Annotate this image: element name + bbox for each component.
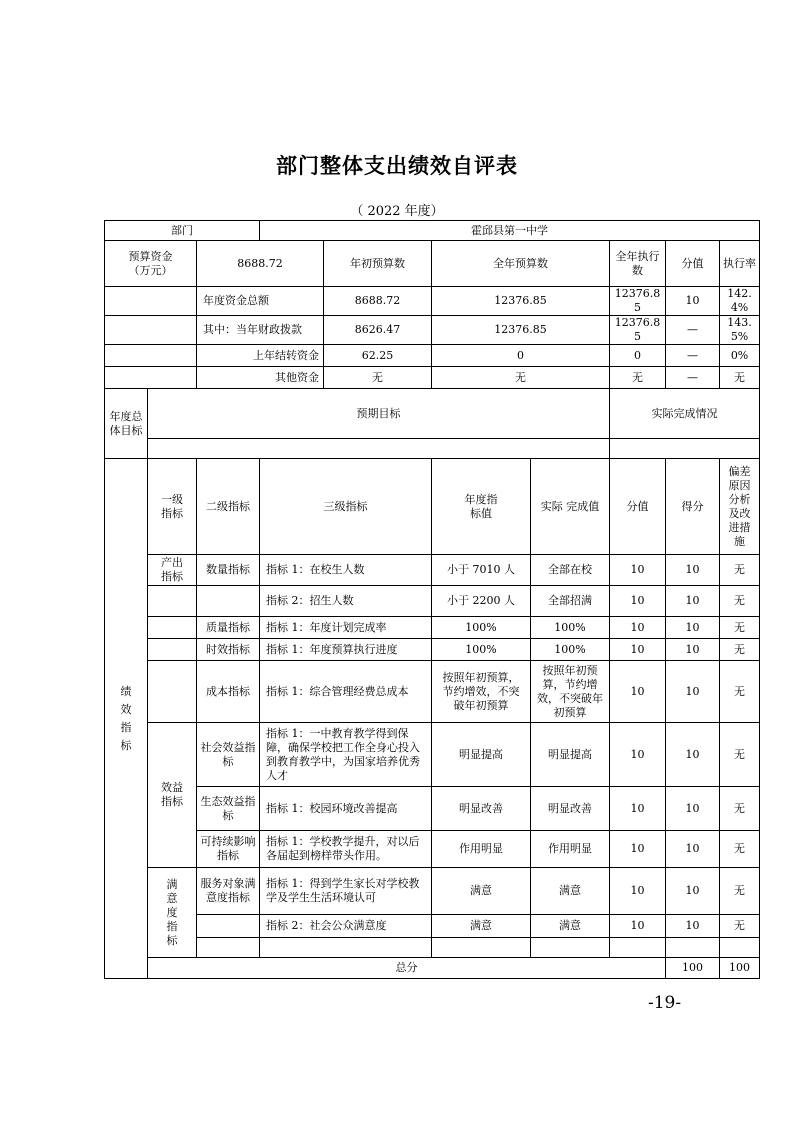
indicator-l2 [197,586,260,617]
indicator-score-value: 10 [610,868,666,915]
total-label: 总分 [148,958,666,979]
perf-actual-header: 实际 完成值 [531,459,610,555]
page-number: -19- [648,993,682,1013]
col-initial-budget: 年初预算数 [324,241,432,287]
fund-label: 年度资金总额 [197,287,324,316]
indicator-l3: 指标 2：社会公众满意度 [260,915,432,938]
indicator-l3: 指标 2：招生人数 [260,586,432,617]
indicator-l2: 时效指标 [197,639,260,661]
blank-cell [260,938,432,958]
group-output-cont [148,639,197,661]
indicator-score: 10 [666,723,720,787]
fund-rate: 142.4% [720,287,760,316]
fund-full-exec: 12376.85 [610,316,666,345]
goal-label: 年度总体目标 [105,389,148,459]
goal-expected-header: 预期目标 [148,389,610,439]
total-score-value: 100 [666,958,720,979]
indicator-row [105,661,760,723]
indicator-row [105,617,760,639]
fund-rate: 无 [720,367,760,389]
fund-score-value: — [666,367,720,389]
fund-blank-cell [105,367,197,389]
goal-actual-header: 实际完成情况 [610,389,760,439]
indicator-score: 10 [666,617,720,639]
indicator-score: 10 [666,787,720,831]
perf-indicator-label: 绩效指标 [105,459,148,979]
indicator-actual: 满意 [531,915,610,938]
indicator-score: 10 [666,555,720,586]
indicator-score-value: 10 [610,555,666,586]
budget-label [105,241,197,287]
dept-value: 霍邱县第一中学 [260,221,760,241]
indicator-deviation: 无 [720,868,760,915]
fund-label: 其他资金 [197,367,324,389]
indicator-score-value: 10 [610,831,666,868]
fund-full-exec: 0 [610,345,666,367]
indicator-target: 明显提高 [432,723,531,787]
indicator-actual: 作用明显 [531,831,610,868]
indicator-score: 10 [666,868,720,915]
fund-full-exec: 无 [610,367,666,389]
indicator-score-value: 10 [610,586,666,617]
fund-initial: 62.25 [324,345,432,367]
indicator-l2 [197,915,260,938]
indicator-deviation: 无 [720,586,760,617]
perf-header-row [105,459,760,555]
indicator-actual: 全部在校 [531,555,610,586]
year-line: （ 2022 年度） [350,204,444,219]
indicator-score: 10 [666,586,720,617]
indicator-l2: 成本指标 [197,661,260,723]
blank-cell [197,938,260,958]
fund-initial: 8688.72 [324,287,432,316]
col-exec-rate: 执行率 [720,241,760,287]
fund-label: 其中：当年财政拨款 [197,316,324,345]
col-full-budget: 全年预算数 [432,241,610,287]
indicator-target: 100% [432,639,531,661]
fund-score-value: — [666,345,720,367]
indicator-l2: 生态效益指标 [197,787,260,831]
indicator-row [105,831,760,868]
indicator-actual: 100% [531,617,610,639]
perf-level2-header: 二级指标 [197,459,260,555]
indicator-deviation: 无 [720,723,760,787]
fund-initial: 8626.47 [324,316,432,345]
indicator-deviation: 无 [720,915,760,938]
blank-cell [666,938,720,958]
indicator-target: 满意 [432,868,531,915]
total-row [105,958,760,979]
indicator-deviation: 无 [720,639,760,661]
group-benefit: 效益指标 [148,723,197,868]
indicator-deviation: 无 [720,617,760,639]
indicator-actual: 满意 [531,868,610,915]
indicator-actual: 明显提高 [531,723,610,787]
indicator-actual: 全部招满 [531,586,610,617]
blank-row [105,938,760,958]
group-satisfaction: 满意度指标 [148,868,197,958]
performance-table [104,220,760,979]
group-output-cont [148,617,197,639]
indicator-l3: 指标 1：得到学生家长对学校教学及学生生活环境认可 [260,868,432,915]
indicator-actual: 100% [531,639,610,661]
indicator-deviation: 无 [720,661,760,723]
budget-label-line2: （万元） [128,263,173,277]
indicator-deviation: 无 [720,831,760,868]
fund-full-budget: 12376.85 [432,316,610,345]
fund-row [105,345,760,367]
blank-cell [432,938,531,958]
group-output: 产出指标 [148,555,197,586]
perf-score-value-header: 分值 [610,459,666,555]
fund-rate: 0% [720,345,760,367]
indicator-row [105,555,760,586]
goal-expected-content [148,439,610,459]
indicator-target: 100% [432,617,531,639]
indicator-score: 10 [666,915,720,938]
perf-level1-header: 一级指标 [148,459,197,555]
indicator-l2: 服务对象满意度指标 [197,868,260,915]
indicator-target: 满意 [432,915,531,938]
goal-actual-content [610,439,760,459]
fund-full-budget: 12376.85 [432,287,610,316]
indicator-row [105,586,760,617]
blank-cell [531,938,610,958]
indicator-l3: 指标 1：年度预算执行进度 [260,639,432,661]
perf-deviation-header: 偏差原因分析及改进措施 [720,459,760,555]
fund-label: 上年结转资金 [197,345,324,367]
indicator-score-value: 10 [610,723,666,787]
group-output-cont [148,586,197,617]
indicator-score: 10 [666,831,720,868]
indicator-score-value: 10 [610,915,666,938]
indicator-target: 按照年初预算，节约增效，不突破年初预算 [432,661,531,723]
indicator-l3: 指标 1：一中教育教学得到保障，确保学校把工作全身心投入到教育教学中，为国家培养优秀人才 [260,723,432,787]
fund-full-exec: 12376.85 [610,287,666,316]
fund-blank-cell [105,345,197,367]
indicator-l2: 数量指标 [197,555,260,586]
group-output-cont [148,661,197,723]
budget-header-row [105,241,760,287]
indicator-l3: 指标 1：在校生人数 [260,555,432,586]
indicator-actual: 按照年初预算，节约增效，不突破年初预算 [531,661,610,723]
fund-initial: 无 [324,367,432,389]
fund-row [105,316,760,345]
col-score-value: 分值 [666,241,720,287]
dept-label: 部门 [105,221,260,241]
indicator-l2: 质量指标 [197,617,260,639]
indicator-l3: 指标 1：学校教学提升，对以后各届起到榜样带头作用。 [260,831,432,868]
perf-score-header: 得分 [666,459,720,555]
indicator-score-value: 10 [610,617,666,639]
fund-blank-cell [105,316,197,345]
indicator-target: 作用明显 [432,831,531,868]
goal-content-row [105,439,760,459]
indicator-row [105,639,760,661]
blank-cell [610,938,666,958]
indicator-actual: 明显改善 [531,787,610,831]
indicator-row [105,915,760,938]
fund-row [105,287,760,316]
col-full-exec: 全年执行数 [610,241,666,287]
indicator-target: 小于 7010 人 [432,555,531,586]
indicator-row [105,787,760,831]
indicator-score-value: 10 [610,787,666,831]
perf-target-header: 年度指标值 [432,459,531,555]
indicator-l3: 指标 1：综合管理经费总成本 [260,661,432,723]
indicator-score-value: 10 [610,639,666,661]
fund-score-value: 10 [666,287,720,316]
dept-row [105,221,760,241]
fund-score-value: — [666,316,720,345]
fund-row [105,367,760,389]
fund-full-budget: 0 [432,345,610,367]
indicator-l3: 指标 1：年度计划完成率 [260,617,432,639]
perf-level3-header: 三级指标 [260,459,432,555]
document-title: 部门整体支出绩效自评表 [276,154,518,178]
goal-header-row [105,389,760,439]
fund-full-budget: 无 [432,367,610,389]
indicator-l2: 可持续影响指标 [197,831,260,868]
indicator-score-value: 10 [610,661,666,723]
indicator-row [105,723,760,787]
fund-rate: 143.5% [720,316,760,345]
budget-label-line1: 预算资金 [128,249,173,263]
blank-cell [720,938,760,958]
indicator-score: 10 [666,639,720,661]
total-score: 100 [720,958,760,979]
indicator-row [105,868,760,915]
indicator-target: 明显改善 [432,787,531,831]
indicator-score: 10 [666,661,720,723]
indicator-l3: 指标 1：校园环境改善提高 [260,787,432,831]
budget-value: 8688.72 [197,241,324,287]
indicator-target: 小于 2200 人 [432,586,531,617]
indicator-l2: 社会效益指标 [197,723,260,787]
fund-blank-cell [105,287,197,316]
indicator-deviation: 无 [720,555,760,586]
indicator-deviation: 无 [720,787,760,831]
